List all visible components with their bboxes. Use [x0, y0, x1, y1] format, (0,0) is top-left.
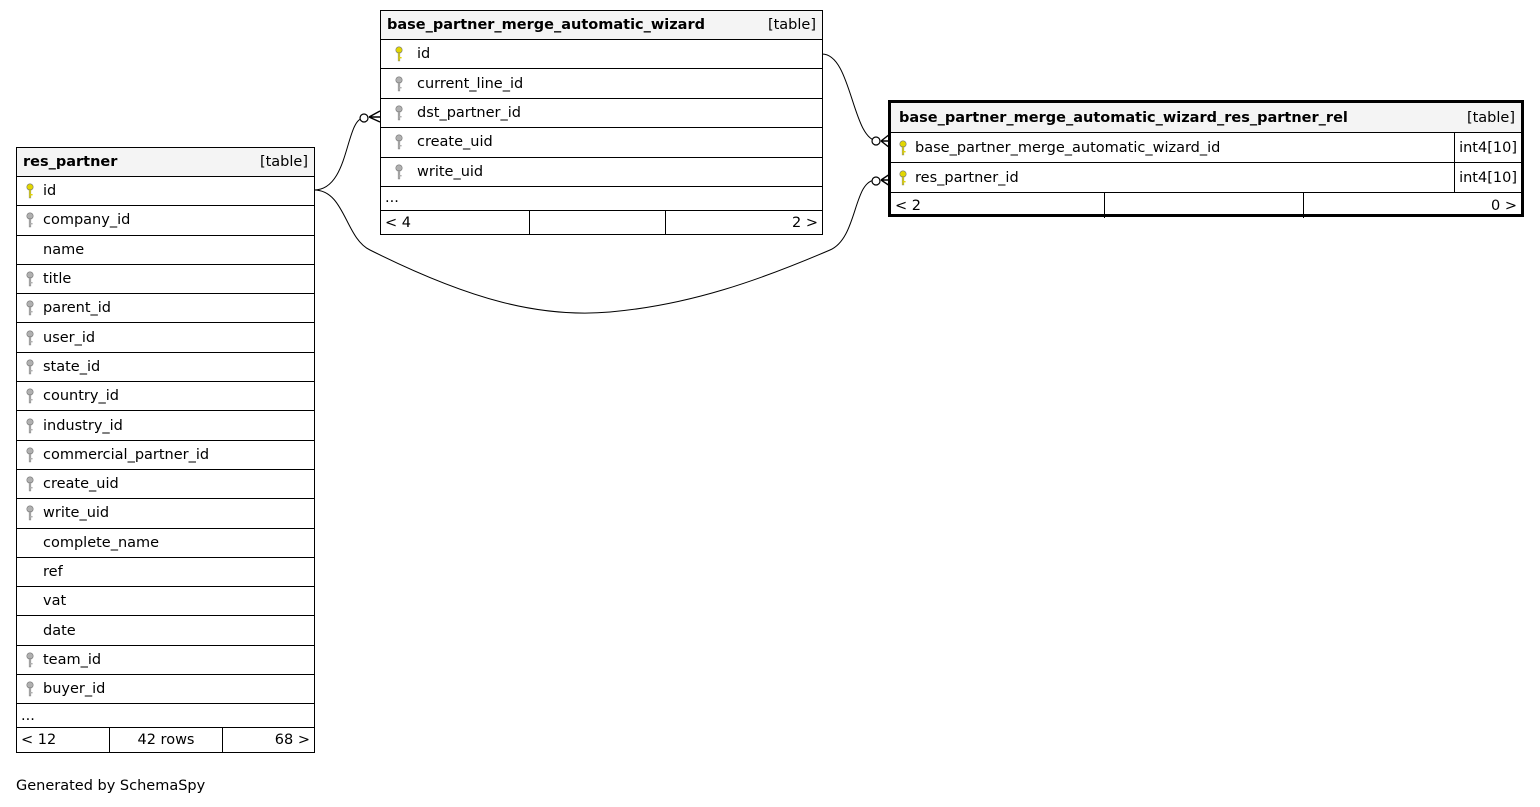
parents-count[interactable]: < 12	[17, 728, 110, 752]
zero-marker	[872, 137, 880, 145]
foreign-key-icon	[17, 476, 43, 492]
primary-key-icon	[891, 140, 915, 156]
column-row[interactable]	[17, 470, 314, 499]
column-name: ref	[43, 564, 63, 580]
table-res-partner[interactable]	[16, 147, 315, 753]
column-row[interactable]	[17, 265, 314, 294]
zero-marker	[360, 114, 368, 122]
column-name: buyer_id	[43, 681, 106, 698]
children-count[interactable]: 2 >	[792, 214, 818, 231]
table-tag: [table]	[259, 154, 308, 170]
column-row[interactable]	[381, 69, 822, 98]
table-footer	[381, 211, 822, 235]
table-tag: [table]	[767, 17, 816, 33]
table-name: base_partner_merge_automatic_wizard	[387, 17, 706, 33]
primary-key-icon	[381, 46, 417, 62]
column-row[interactable]	[17, 558, 314, 587]
foreign-key-icon	[17, 505, 43, 521]
column-row[interactable]	[17, 441, 314, 470]
column-name: name	[43, 241, 85, 258]
column-row[interactable]	[17, 587, 314, 616]
column-row[interactable]	[17, 529, 314, 558]
table-header	[381, 11, 822, 40]
column-row[interactable]	[17, 294, 314, 323]
column-name: create_uid	[417, 134, 493, 151]
foreign-key-icon	[381, 76, 417, 92]
column-name: country_id	[43, 388, 119, 405]
column-type: int4[10]	[1454, 133, 1521, 162]
crowfoot-marker	[369, 111, 380, 122]
foreign-key-icon	[17, 388, 43, 404]
column-row[interactable]	[17, 236, 314, 265]
table-base-partner-merge-automatic-wizard-res-partner-rel[interactable]	[888, 100, 1524, 217]
column-name: base_partner_merge_automatic_wizard_id	[915, 139, 1221, 156]
column-name: state_id	[43, 358, 101, 375]
column-name: user_id	[43, 329, 96, 346]
column-row[interactable]	[17, 323, 314, 352]
column-name: title	[43, 271, 72, 288]
column-row[interactable]	[17, 499, 314, 528]
column-row[interactable]	[17, 206, 314, 235]
foreign-key-icon	[381, 105, 417, 121]
column-name: team_id	[43, 651, 102, 668]
column-name: id	[43, 183, 57, 200]
column-row[interactable]	[891, 163, 1521, 193]
table-footer	[17, 728, 314, 752]
column-name: complete_name	[43, 534, 160, 551]
row-count: 42 rows	[110, 728, 223, 752]
foreign-key-icon	[17, 330, 43, 346]
column-row[interactable]	[381, 128, 822, 157]
foreign-key-icon	[381, 134, 417, 150]
foreign-key-icon	[17, 271, 43, 287]
row-count	[530, 211, 666, 235]
table-tag: [table]	[1466, 109, 1515, 126]
table-header	[891, 103, 1521, 133]
children-count[interactable]: 0 >	[1491, 197, 1517, 214]
foreign-key-icon	[17, 418, 43, 434]
foreign-key-icon	[17, 681, 43, 697]
foreign-key-icon	[381, 164, 417, 180]
column-name: write_uid	[417, 163, 484, 180]
column-name: vat	[43, 593, 67, 610]
column-name: current_line_id	[417, 75, 524, 92]
table-name: res_partner	[23, 154, 118, 170]
column-row[interactable]	[17, 675, 314, 704]
column-name: create_uid	[43, 476, 119, 493]
table-footer	[891, 193, 1521, 218]
column-name: dst_partner_id	[417, 104, 521, 121]
column-row[interactable]	[381, 99, 822, 128]
column-name: company_id	[43, 212, 131, 229]
column-row[interactable]	[891, 133, 1521, 163]
generated-by-note: Generated by SchemaSpy	[16, 778, 206, 794]
children-count[interactable]: 68 >	[274, 732, 310, 749]
column-name: commercial_partner_id	[43, 446, 210, 463]
foreign-key-icon	[17, 447, 43, 463]
column-name: industry_id	[43, 417, 123, 434]
row-count	[1105, 193, 1304, 218]
column-name: parent_id	[43, 300, 112, 317]
zero-marker	[872, 177, 880, 185]
column-row[interactable]	[17, 177, 314, 206]
column-name: date	[43, 622, 76, 639]
column-name: write_uid	[43, 505, 110, 522]
more-columns: ...	[17, 704, 314, 728]
more-columns: ...	[381, 187, 822, 211]
foreign-key-icon	[17, 212, 43, 228]
parents-count[interactable]: < 2	[891, 193, 1105, 218]
column-type: int4[10]	[1454, 163, 1521, 192]
column-row[interactable]	[17, 382, 314, 411]
column-row[interactable]	[17, 616, 314, 645]
column-name: res_partner_id	[915, 169, 1019, 186]
table-name: base_partner_merge_automatic_wizard_res_partner_rel	[899, 109, 1348, 126]
table-base-partner-merge-automatic-wizard[interactable]	[380, 10, 823, 235]
primary-key-icon	[891, 170, 915, 186]
column-row[interactable]	[381, 158, 822, 187]
connector-partner-id-to-dst-partner	[314, 118, 364, 190]
column-row[interactable]	[381, 40, 822, 69]
foreign-key-icon	[17, 300, 43, 316]
foreign-key-icon	[17, 652, 43, 668]
parents-count[interactable]: < 4	[381, 211, 530, 235]
foreign-key-icon	[17, 359, 43, 375]
column-row[interactable]	[17, 353, 314, 382]
column-row[interactable]	[17, 646, 314, 675]
primary-key-icon	[17, 183, 43, 199]
table-header	[17, 148, 314, 177]
column-name: id	[417, 46, 431, 63]
column-row[interactable]	[17, 411, 314, 440]
connector-wizard-id-to-rel	[822, 54, 878, 141]
